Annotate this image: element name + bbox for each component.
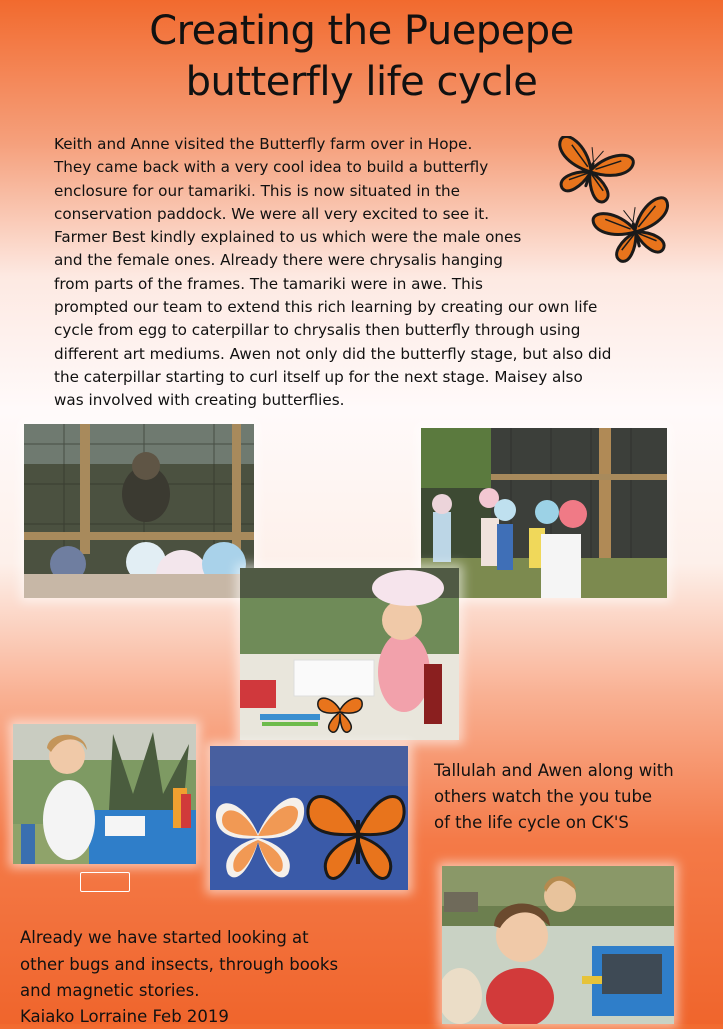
intro-line: conservation paddock. We were all very excited to see it.	[54, 204, 490, 223]
butterfly-clipart	[545, 136, 685, 270]
page-title	[0, 6, 723, 108]
intro-line: the caterpillar starting to curl itself up for the next stage. Maisey also	[54, 367, 583, 386]
outro-line: other bugs and insects, through books	[20, 954, 339, 974]
intro-line: was involved with creating butterflies.	[54, 391, 345, 410]
title-line-1: Creating the Puepepe	[149, 8, 574, 54]
monarch-butterfly-icon	[592, 196, 679, 266]
intro-line: and the female ones. Already there were chrysalis hanging	[54, 251, 503, 270]
caption-line: Tallulah and Awen along with	[434, 761, 674, 780]
photo-enclosure-children	[24, 424, 254, 598]
intro-line: different art mediums. Awen not only did the butterfly stage, but also did	[54, 344, 612, 363]
intro-line: Keith and Anne visited the Butterfly farm over in Hope.	[54, 135, 473, 153]
title-line-2: butterfly life cycle	[185, 59, 538, 105]
photo-butterfly-artwork	[210, 746, 408, 890]
photo-boy-magnetic-stories	[442, 866, 674, 1024]
intro-line: prompted our team to extend this rich learning by creating our own life	[54, 298, 598, 317]
outro-line: Already we have started looking at	[20, 928, 309, 947]
intro-line: cycle from egg to caterpillar to chrysalis then butterfly through using	[54, 321, 581, 340]
caption-youtube	[434, 758, 714, 836]
monarch-butterfly-icon	[546, 136, 635, 208]
photo-girl-painting	[240, 568, 459, 740]
intro-line: Farmer Best kindly explained to us which were the male ones	[54, 228, 522, 247]
intro-line: enclosure for our tamariki. This is now situated in the	[54, 181, 461, 200]
outro-line: and magnetic stories.	[20, 981, 200, 1000]
signature: Kaiako Lorraine Feb 2019	[20, 1007, 229, 1026]
caption-line: of the life cycle on CK'S	[434, 813, 629, 832]
empty-text-box	[80, 872, 130, 892]
outro-paragraph	[20, 925, 420, 1005]
photo-girl-at-table	[13, 724, 196, 864]
caption-line: others watch the you tube	[434, 787, 653, 806]
intro-line: from parts of the frames. The tamariki were in awe. This	[54, 274, 483, 293]
intro-line: They came back with a very cool idea to build a butterfly	[54, 158, 489, 177]
